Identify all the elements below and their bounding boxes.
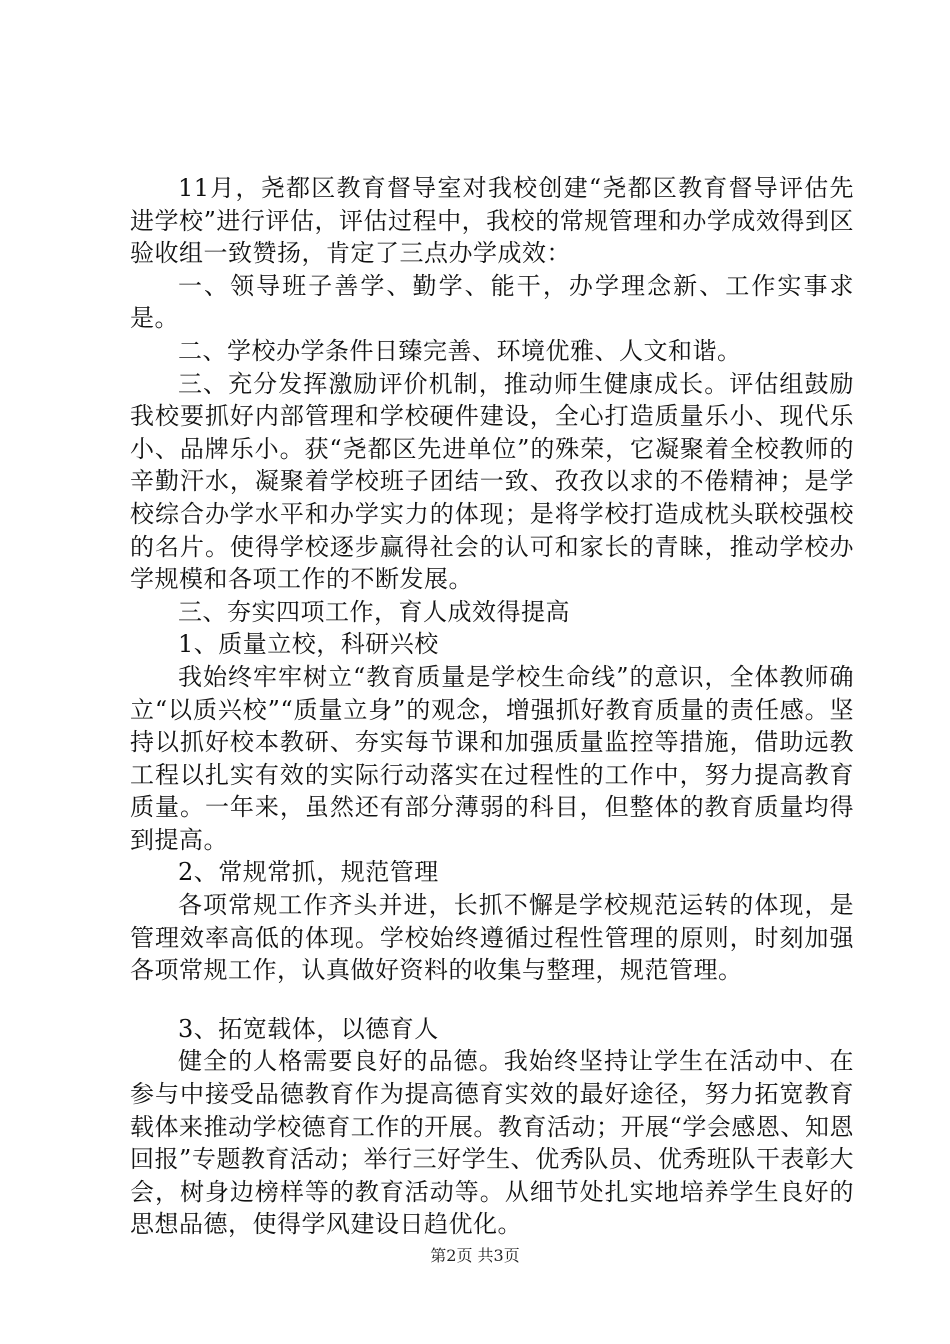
paragraph-moral: 健全的人格需要良好的品德。我始终坚持让学生在活动中、在参与中接受品德教育作为提高德育实效的最好途径，努力拓宽教育载体来推动学校德育工作的开展。教育活动；开展“学会感恩、知恩回报”专题教育活动；举行三好学生、优秀队员、优秀班队干表彰大会，树身边榜样等的教育活动等。从细节处扎实地培养学生良好的思想品德，使得学风建设日趋优化。: [130, 1047, 854, 1239]
paragraph-achievement-3: 三、充分发挥激励评价机制，推动师生健康成长。评估组鼓励我校要抓好内部管理和学校硬件建设，全心打造质量乐小、现代乐小、品牌乐小。获“尧都区先进单位”的殊荣，它凝聚着全校教师的辛勤汗水，凝聚着学校班子团结一致、孜孜以求的不倦精神；是学校综合办学水平和办学实力的体现；是将学校打造成枕头联校强校的名片。使得学校逐步赢得社会的认可和家长的青睐，推动学校办学规模和各项工作的不断发展。: [130, 369, 854, 594]
paragraph-evaluation-intro: 11月，尧都区教育督导室对我校创建“尧都区教育督导评估先进学校”进行评估，评估过程中，我校的常规管理和办学成效得到区验收组一致赞扬，肯定了三点办学成效：: [130, 174, 854, 268]
paragraph-gap: [130, 987, 854, 1013]
subheading-quality: 1、质量立校，科研兴校: [178, 630, 439, 659]
subheading-moral: 3、拓宽载体，以德育人: [178, 1014, 439, 1043]
paragraph-quality: 我始终牢牢树立“教育质量是学校生命线”的意识，全体教师确立“以质兴校”“质量立身”的观念，增强抓好教育质量的责任感。坚持以抓好校本教研、夯实每节课和加强质量监控等措施，借助远教工程以扎实有效的实际行动落实在过程性的工作中，努力提高教育质量。一年来，虽然还有部分薄弱的科目，但整体的教育质量均得到提高。: [130, 662, 854, 854]
paragraph-achievement-1: 一、领导班子善学、勤学、能干，办学理念新、工作实事求是。: [130, 271, 854, 333]
paragraph-achievement-2: 二、学校办学条件日臻完善、环境优雅、人文和谐。: [178, 336, 742, 365]
paragraph-routine: 各项常规工作齐头并进，长抓不懈是学校规范运转的体现，是管理效率高低的体现。学校始终遵循过程性管理的原则，时刻加强各项常规工作，认真做好资料的收集与整理，规范管理。: [130, 891, 854, 985]
subheading-routine: 2、常规常抓，规范管理: [178, 858, 439, 887]
page-footer: 第2页 共3页: [430, 1246, 520, 1265]
document-body: [130, 172, 854, 1241]
section-heading-four-tasks: 三、夯实四项工作，育人成效得提高: [178, 597, 570, 626]
